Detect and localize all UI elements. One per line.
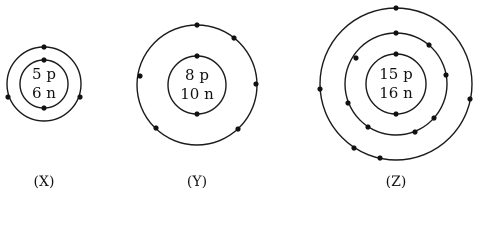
- atom-z-protons: 15 p: [379, 65, 413, 83]
- atom-z-electron: [426, 42, 431, 47]
- atom-x-electron: [41, 57, 46, 62]
- atom-z-electron: [467, 96, 472, 101]
- atom-y-protons: 8 p: [185, 66, 209, 84]
- atom-z-electron: [412, 129, 417, 134]
- atom-z-neutrons: 16 n: [379, 84, 413, 102]
- atom-y-electron: [194, 111, 199, 116]
- atom-y-electron: [253, 81, 258, 86]
- atom-z-electron: [431, 115, 436, 120]
- atom-y-electron: [194, 53, 199, 58]
- atom-z-electron: [393, 30, 398, 35]
- atom-y-label: (Y): [186, 174, 208, 190]
- atom-y: [137, 22, 259, 190]
- atom-x-label: (X): [33, 174, 55, 190]
- atom-z-electron: [377, 155, 382, 160]
- atom-y-neutrons: 10 n: [180, 85, 214, 103]
- atom-x-electron: [41, 105, 46, 110]
- atom-y-electron: [194, 22, 199, 27]
- atom-z-electron: [351, 145, 356, 150]
- atom-x-electron: [77, 94, 82, 99]
- atom-y-electron: [137, 73, 142, 78]
- atom-x-protons: 5 p: [32, 65, 56, 83]
- atom-z-electron: [317, 86, 322, 91]
- atom-z-electron: [393, 111, 398, 116]
- atom-y-electron: [235, 126, 240, 131]
- atom-z-electron: [393, 51, 398, 56]
- atom-z: [317, 5, 472, 190]
- atom-z-electron: [443, 72, 448, 77]
- atom-y-electron: [231, 35, 236, 40]
- atom-y-electron: [153, 125, 158, 130]
- atom-z-electron: [393, 5, 398, 10]
- atom-x: [5, 44, 82, 190]
- atom-z-label: (Z): [385, 174, 407, 190]
- atom-z-electron: [353, 55, 358, 60]
- atom-x-electron: [5, 94, 10, 99]
- atom-z-electron: [365, 124, 370, 129]
- atom-z-electron: [345, 100, 350, 105]
- atom-x-neutrons: 6 n: [32, 84, 56, 102]
- atom-x-electron: [41, 44, 46, 49]
